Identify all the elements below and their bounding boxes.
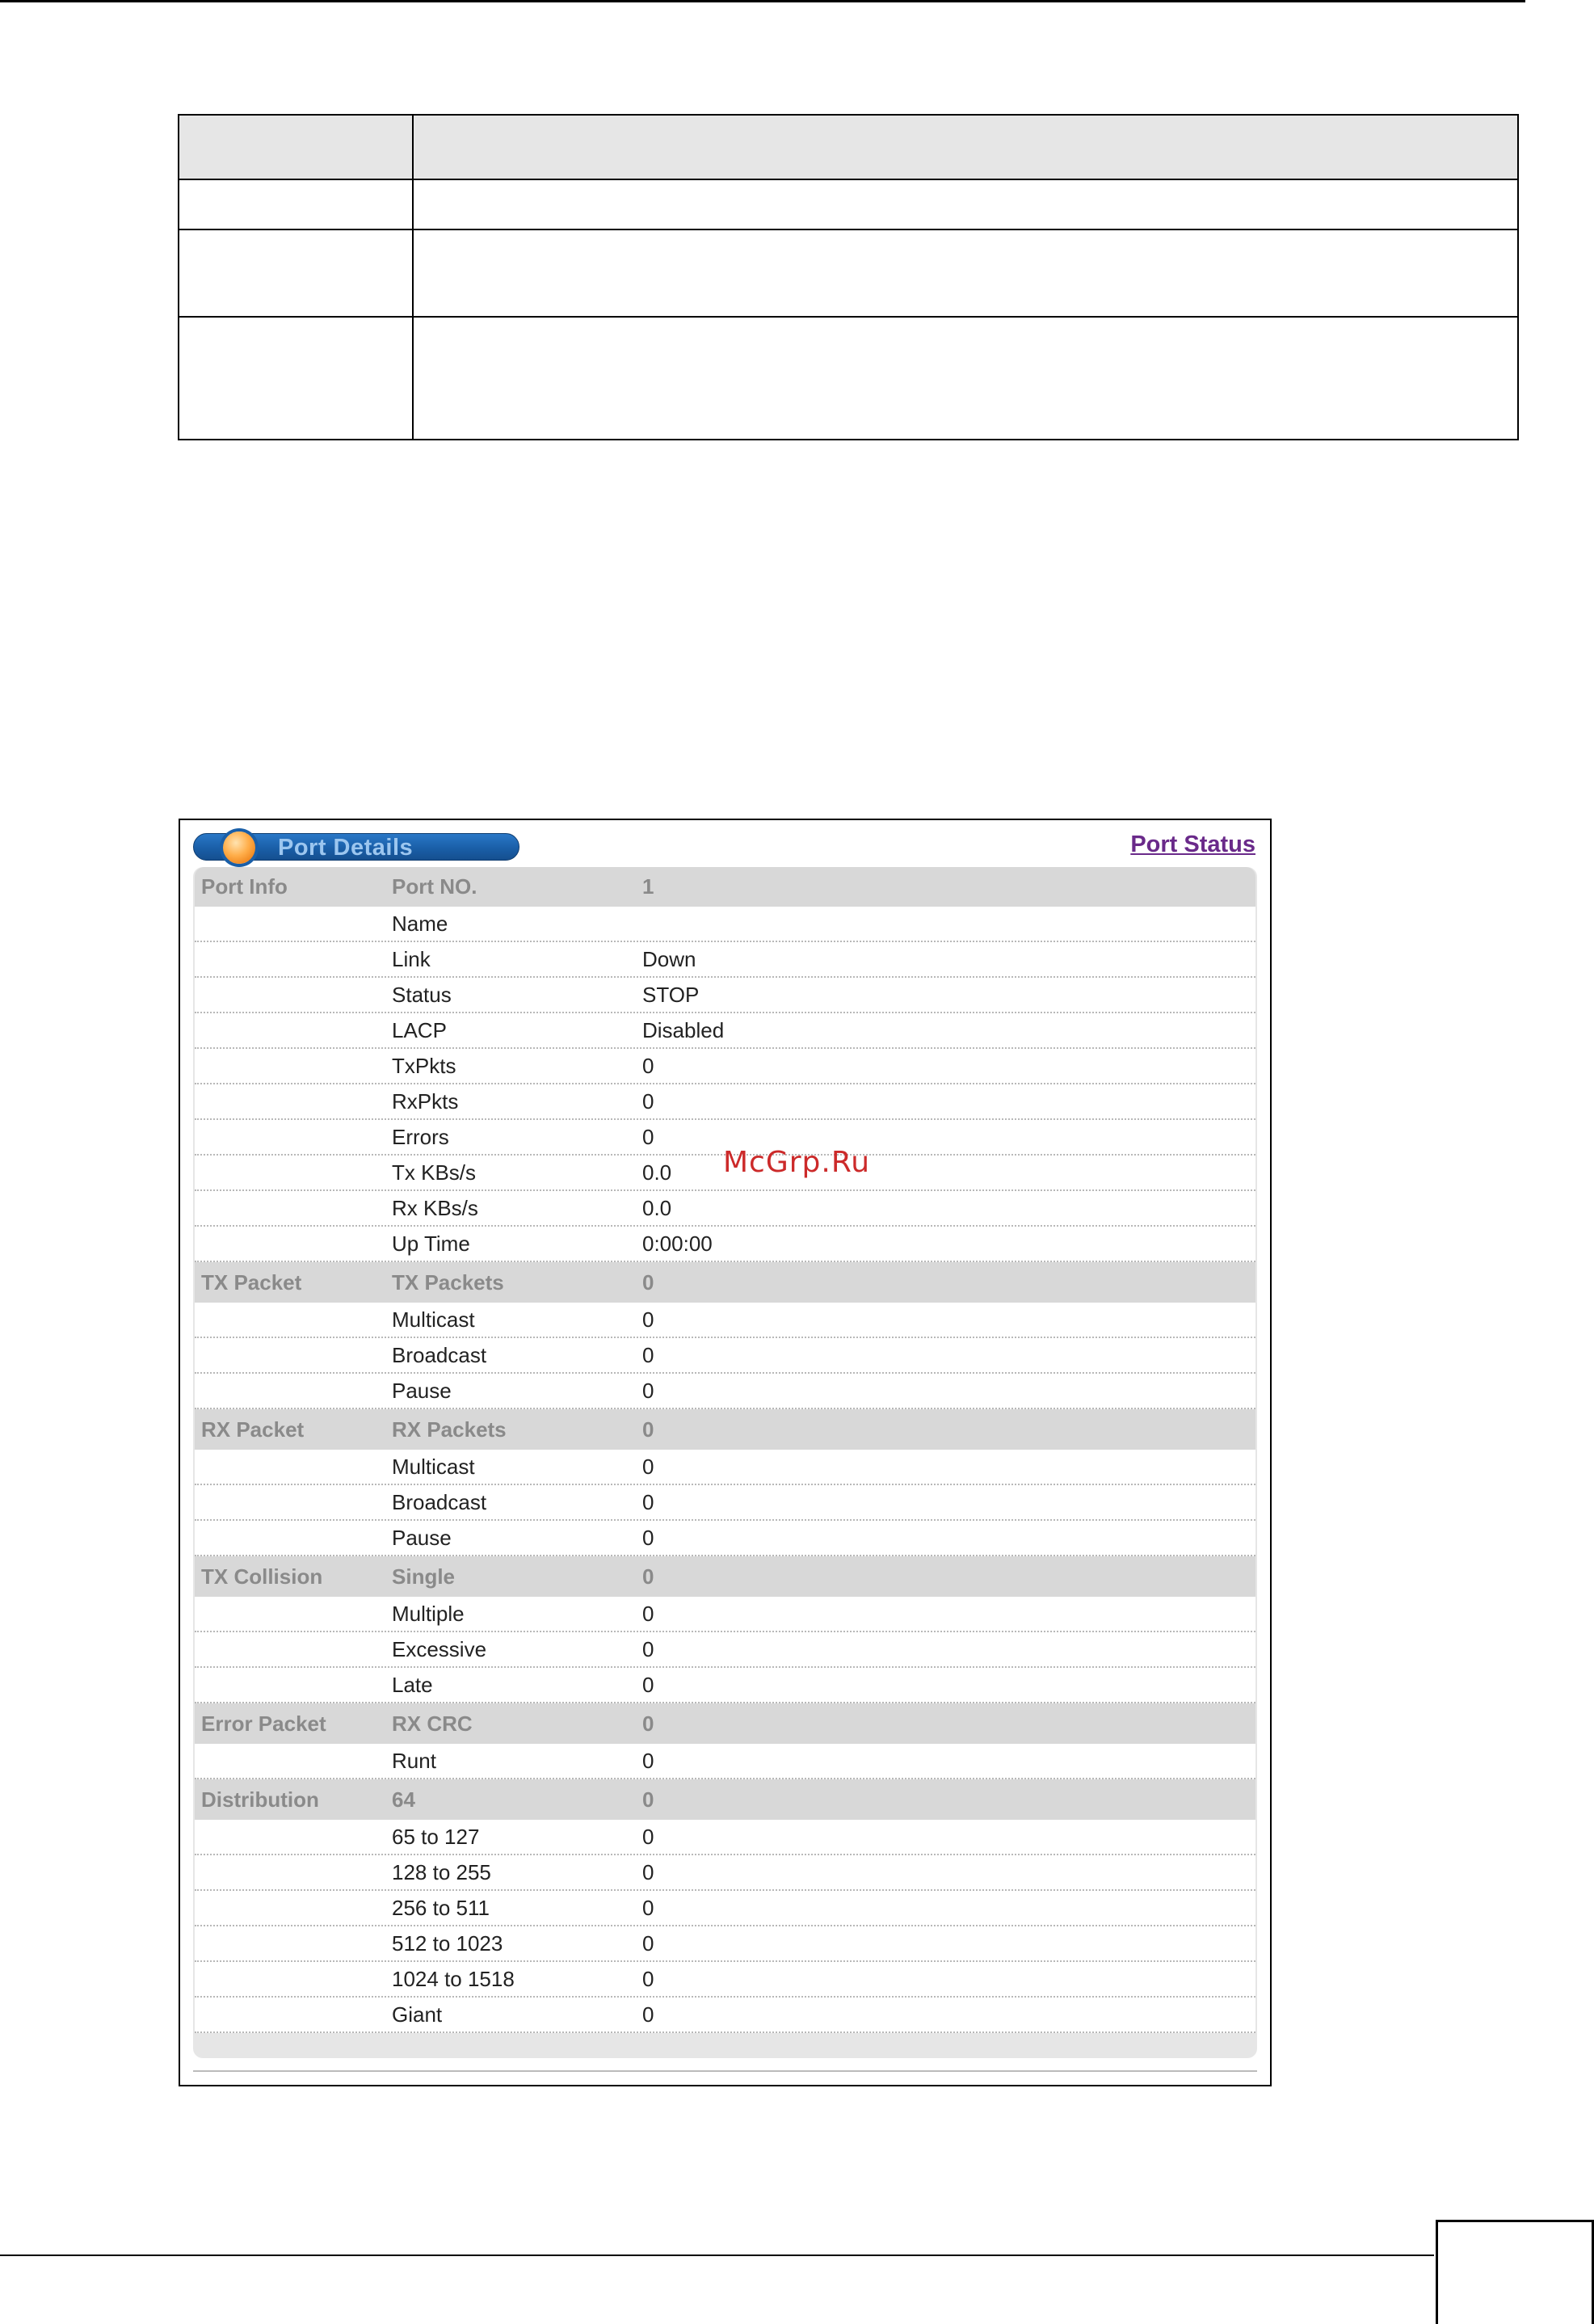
field-value: 0 xyxy=(642,1564,654,1589)
table-row xyxy=(195,907,1255,942)
group-label: TX Packet xyxy=(201,1269,302,1295)
field-value: 0 xyxy=(642,1269,654,1295)
table-cell xyxy=(413,179,1518,229)
field-value: 0 xyxy=(642,1124,654,1149)
field-value: 0.0 xyxy=(642,1195,672,1220)
field-label: Link xyxy=(392,946,431,971)
table-cell xyxy=(413,229,1518,317)
field-label: Port NO. xyxy=(392,874,477,899)
group-label: Error Packet xyxy=(201,1711,326,1736)
field-label: 128 to 255 xyxy=(392,1859,491,1884)
field-label: Tx KBs/s xyxy=(392,1160,477,1185)
table-row xyxy=(179,179,1518,229)
group-row xyxy=(195,867,1255,907)
field-value: 0 xyxy=(642,1748,654,1773)
port-status-link[interactable]: Port Status xyxy=(1130,832,1255,857)
table-row xyxy=(195,1521,1255,1556)
field-value: 0 xyxy=(642,1307,654,1332)
table-row xyxy=(195,1597,1255,1632)
field-value: 0 xyxy=(642,1053,654,1078)
port-details-screenshot xyxy=(179,819,1272,2086)
table-cell xyxy=(179,317,413,440)
field-label: RX Packets xyxy=(392,1417,507,1442)
field-label: Status xyxy=(392,982,452,1007)
field-label: Name xyxy=(392,911,448,936)
table-header-row xyxy=(179,115,1518,179)
field-label: RxPkts xyxy=(392,1088,459,1114)
group-row xyxy=(195,1409,1255,1450)
table-row xyxy=(195,1013,1255,1049)
table-row xyxy=(195,1668,1255,1703)
table-row xyxy=(195,1227,1255,1262)
table-row xyxy=(195,1084,1255,1120)
field-value: 0:00:00 xyxy=(642,1231,713,1256)
field-label: 512 to 1023 xyxy=(392,1930,503,1956)
table-row xyxy=(195,1374,1255,1409)
field-value: 0 xyxy=(642,1824,654,1849)
group-label: Port Info xyxy=(201,874,288,899)
field-value: 0 xyxy=(642,1454,654,1479)
field-label: Late xyxy=(392,1672,433,1697)
field-value: 0 xyxy=(642,1489,654,1514)
watermark: McGrp.Ru xyxy=(723,1146,871,1179)
orb-icon xyxy=(223,832,255,864)
field-value: 0.0 xyxy=(642,1160,672,1185)
group-row xyxy=(195,1703,1255,1744)
details-panel xyxy=(193,867,1257,2058)
field-value: 0 xyxy=(642,1088,654,1114)
field-label: Multicast xyxy=(392,1307,475,1332)
field-value: 0 xyxy=(642,1601,654,1626)
title-bar xyxy=(193,833,519,861)
header-rule xyxy=(0,0,1525,2)
field-value: 0 xyxy=(642,1672,654,1697)
field-value: 0 xyxy=(642,1378,654,1403)
table-row xyxy=(195,1338,1255,1374)
field-value: 1 xyxy=(642,874,654,899)
table-row xyxy=(195,1450,1255,1485)
group-row xyxy=(195,1779,1255,1820)
field-label: Giant xyxy=(392,2002,443,2027)
table-cell xyxy=(413,317,1518,440)
field-value: 0 xyxy=(642,1711,654,1736)
field-label: 256 to 511 xyxy=(392,1895,490,1920)
field-value: Disabled xyxy=(642,1017,725,1042)
table-row xyxy=(195,1926,1255,1962)
field-label: 65 to 127 xyxy=(392,1824,480,1849)
group-label: TX Collision xyxy=(201,1564,323,1589)
table-row xyxy=(195,1485,1255,1521)
field-label: Pause xyxy=(392,1378,452,1403)
page-title: Port Details xyxy=(278,835,414,861)
field-label: Excessive xyxy=(392,1636,487,1661)
table-row xyxy=(195,978,1255,1013)
table-row xyxy=(195,1962,1255,1998)
field-value: 0 xyxy=(642,1787,654,1812)
table-row xyxy=(195,1049,1255,1084)
field-value: STOP xyxy=(642,982,700,1007)
field-label: Up Time xyxy=(392,1231,470,1256)
field-value: 0 xyxy=(642,1636,654,1661)
table-row xyxy=(195,1891,1255,1926)
table-cell xyxy=(179,115,413,179)
field-value: 0 xyxy=(642,1859,654,1884)
group-label: RX Packet xyxy=(201,1417,305,1442)
panel-divider xyxy=(193,2070,1257,2072)
table-cell xyxy=(179,229,413,317)
group-label: Distribution xyxy=(201,1787,319,1812)
field-label: Single xyxy=(392,1564,456,1589)
field-label: Pause xyxy=(392,1525,452,1550)
field-label: TxPkts xyxy=(392,1053,456,1078)
group-row xyxy=(195,1262,1255,1303)
field-label: Broadcast xyxy=(392,1489,487,1514)
field-value: 0 xyxy=(642,1930,654,1956)
description-table xyxy=(178,114,1519,440)
table-cell xyxy=(179,179,413,229)
field-label: Multiple xyxy=(392,1601,465,1626)
field-value: 0 xyxy=(642,1417,654,1442)
field-label: Multicast xyxy=(392,1454,475,1479)
field-value: Down xyxy=(642,946,696,971)
table-row xyxy=(195,1303,1255,1338)
field-label: Broadcast xyxy=(392,1342,487,1367)
field-label: RX CRC xyxy=(392,1711,473,1736)
field-label: 64 xyxy=(392,1787,415,1812)
field-value: 0 xyxy=(642,1895,654,1920)
table-row xyxy=(179,229,1518,317)
group-row xyxy=(195,1556,1255,1597)
table-cell xyxy=(413,115,1518,179)
table-row xyxy=(179,317,1518,440)
table-row xyxy=(195,1744,1255,1779)
details-table xyxy=(195,867,1255,2033)
table-row xyxy=(195,1855,1255,1891)
field-label: LACP xyxy=(392,1017,447,1042)
field-value: 0 xyxy=(642,2002,654,2027)
field-label: Rx KBs/s xyxy=(392,1195,478,1220)
table-row xyxy=(195,1632,1255,1668)
table-row xyxy=(195,1820,1255,1855)
field-label: Errors xyxy=(392,1124,449,1149)
field-label: TX Packets xyxy=(392,1269,504,1295)
table-row xyxy=(195,942,1255,978)
field-label: Runt xyxy=(392,1748,436,1773)
field-value: 0 xyxy=(642,1966,654,1991)
table-row xyxy=(195,1998,1255,2033)
table-row xyxy=(195,1191,1255,1227)
footer-rule xyxy=(0,2255,1434,2256)
field-label: 1024 to 1518 xyxy=(392,1966,515,1991)
page-number-box xyxy=(1436,2220,1594,2324)
field-value: 0 xyxy=(642,1525,654,1550)
field-value: 0 xyxy=(642,1342,654,1367)
